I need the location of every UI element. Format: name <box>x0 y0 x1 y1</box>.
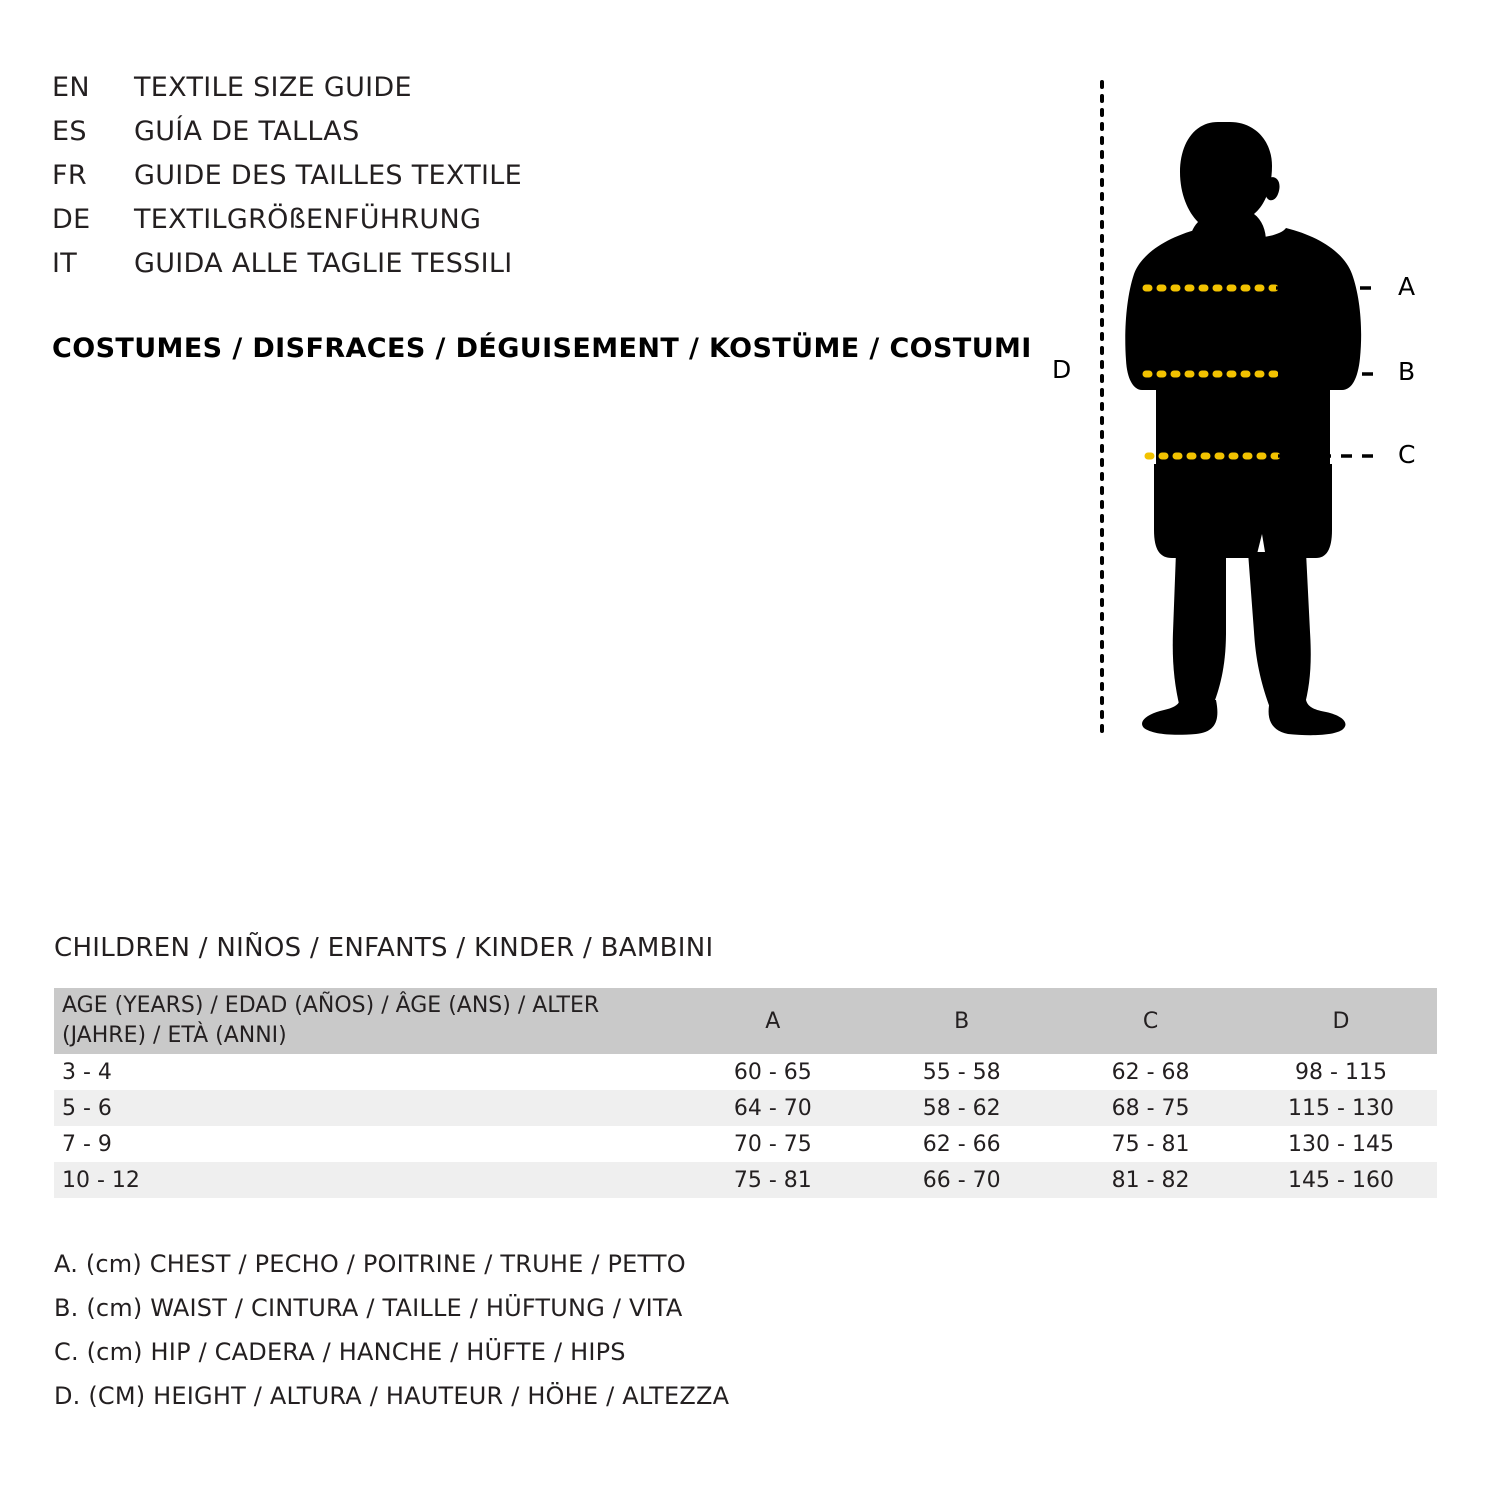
cell-b: 62 - 66 <box>867 1126 1056 1162</box>
cell-d: 115 - 130 <box>1245 1090 1437 1126</box>
cell-a: 60 - 65 <box>678 1054 867 1090</box>
language-row-fr <box>52 160 1032 204</box>
cell-c: 75 - 81 <box>1056 1126 1245 1162</box>
legend-item-d: D. (CM) HEIGHT / ALTURA / HAUTEUR / HÖHE / ALTEZZA <box>54 1382 730 1410</box>
costumes-subtitle: COSTUMES / DISFRACES / DÉGUISEMENT / KOSTÜME / COSTUMI <box>52 333 1032 364</box>
cell-d: 130 - 145 <box>1245 1126 1437 1162</box>
size-figure <box>1030 60 1470 760</box>
language-row-en <box>52 72 1032 116</box>
language-row-es <box>52 116 1032 160</box>
language-list <box>52 72 1032 292</box>
language-code-es: ES <box>52 116 87 147</box>
language-text-it: GUIDA ALLE TAGLIE TESSILI <box>134 248 513 279</box>
header-age: AGE (YEARS) / EDAD (AÑOS) / ÂGE (ANS) / ALTER (JAHRE) / ETÀ (ANNI) <box>54 988 678 1054</box>
language-code-it: IT <box>52 248 78 279</box>
legend-item-b: B. (cm) WAIST / CINTURA / TAILLE / HÜFTUNG / VITA <box>54 1294 683 1322</box>
language-code-fr: FR <box>52 160 87 191</box>
language-text-fr: GUIDE DES TAILLES TEXTILE <box>134 160 522 191</box>
table-row <box>54 1054 1437 1090</box>
cell-c: 62 - 68 <box>1056 1054 1245 1090</box>
child-silhouette-icon <box>1030 60 1470 760</box>
children-section-title: CHILDREN / NIÑOS / ENFANTS / KINDER / BAMBINI <box>54 933 714 963</box>
size-table <box>54 988 1437 1198</box>
cell-age: 5 - 6 <box>54 1090 678 1126</box>
figure-label-b: B <box>1398 357 1416 386</box>
cell-age: 10 - 12 <box>54 1162 678 1198</box>
size-table-head <box>54 988 1437 1054</box>
cell-b: 58 - 62 <box>867 1090 1056 1126</box>
language-text-en: TEXTILE SIZE GUIDE <box>134 72 412 103</box>
table-row <box>54 1090 1437 1126</box>
cell-c: 68 - 75 <box>1056 1090 1245 1126</box>
figure-label-d: D <box>1052 355 1072 384</box>
cell-a: 75 - 81 <box>678 1162 867 1198</box>
header-b: B <box>867 988 1056 1054</box>
cell-c: 81 - 82 <box>1056 1162 1245 1198</box>
cell-b: 66 - 70 <box>867 1162 1056 1198</box>
legend-item-c: C. (cm) HIP / CADERA / HANCHE / HÜFTE / HIPS <box>54 1338 626 1366</box>
table-row <box>54 1126 1437 1162</box>
language-text-de: TEXTILGRÖßENFÜHRUNG <box>134 204 482 235</box>
cell-age: 7 - 9 <box>54 1126 678 1162</box>
figure-label-c: C <box>1398 440 1416 469</box>
cell-age: 3 - 4 <box>54 1054 678 1090</box>
table-header-row <box>54 988 1437 1054</box>
cell-a: 70 - 75 <box>678 1126 867 1162</box>
size-table-body <box>54 1054 1437 1198</box>
figure-label-a: A <box>1398 272 1416 301</box>
cell-d: 145 - 160 <box>1245 1162 1437 1198</box>
measurement-legend <box>54 1250 1054 1426</box>
language-row-de <box>52 204 1032 248</box>
language-row-it <box>52 248 1032 292</box>
table-row <box>54 1162 1437 1198</box>
cell-d: 98 - 115 <box>1245 1054 1437 1090</box>
header-d: D <box>1245 988 1437 1054</box>
cell-b: 55 - 58 <box>867 1054 1056 1090</box>
language-code-en: EN <box>52 72 90 103</box>
legend-item-a: A. (cm) CHEST / PECHO / POITRINE / TRUHE / PETTO <box>54 1250 686 1278</box>
cell-a: 64 - 70 <box>678 1090 867 1126</box>
language-text-es: GUÍA DE TALLAS <box>134 116 360 147</box>
language-code-de: DE <box>52 204 91 235</box>
child-body-shape <box>1125 122 1361 735</box>
header-a: A <box>678 988 867 1054</box>
header-c: C <box>1056 988 1245 1054</box>
